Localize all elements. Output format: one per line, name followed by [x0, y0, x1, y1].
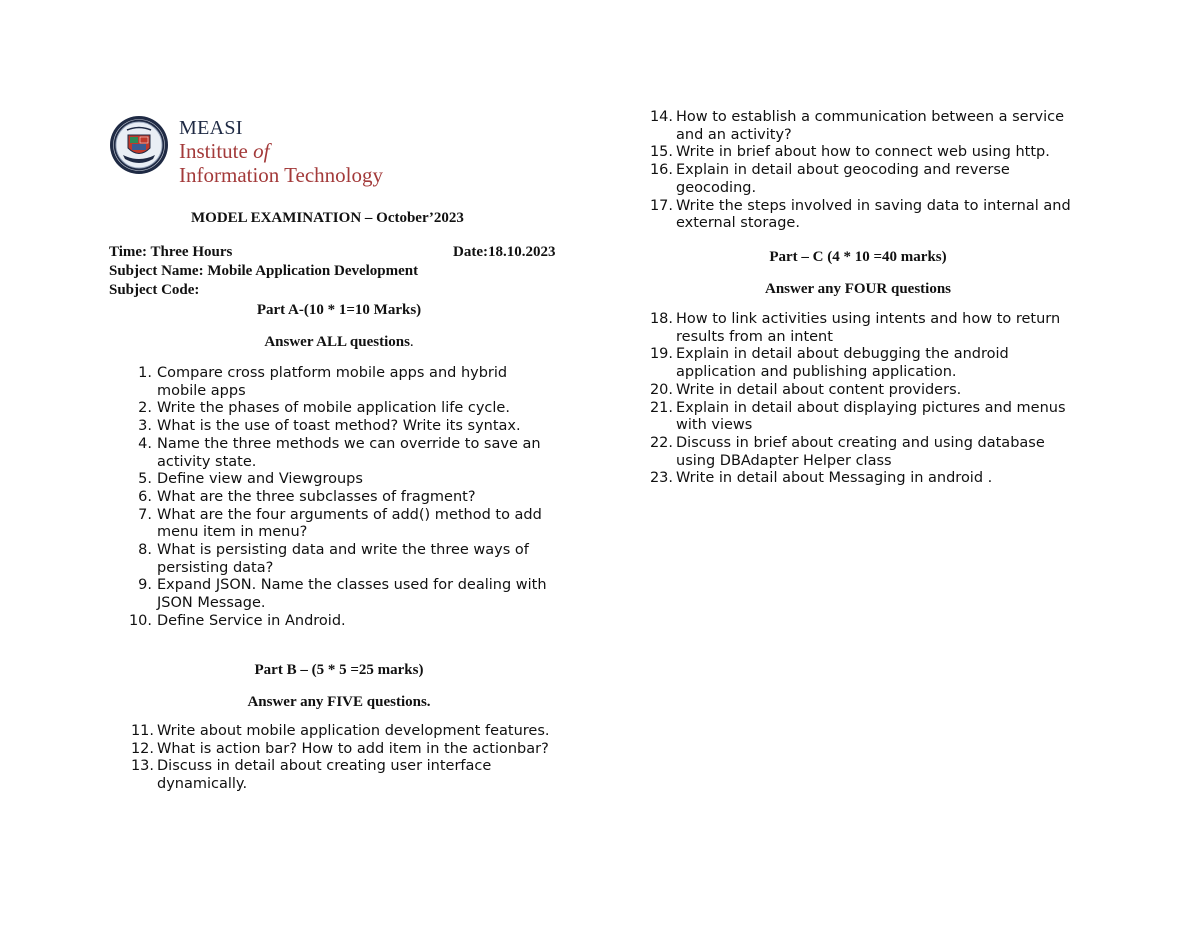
part-b-heading: Part B – (5 * 5 =25 marks)	[254, 662, 424, 678]
question-text: using DBAdapter Helper class	[676, 452, 892, 469]
part-a-instruction	[109, 334, 569, 351]
question-number: 11.	[130, 723, 154, 739]
part-c-question-list	[648, 311, 1108, 488]
subject-code: Subject Code:	[109, 282, 200, 298]
question-number: 22.	[649, 434, 673, 451]
question-line	[109, 595, 579, 613]
part-c-heading: Part – C (4 * 10 =40 marks)	[769, 249, 947, 265]
question-line	[109, 524, 579, 542]
question-line	[109, 613, 579, 631]
subject-name: Subject Name: Mobile Application Development	[109, 263, 419, 279]
question-line	[109, 365, 579, 383]
question-number: 14.	[649, 109, 673, 125]
part-a-instruction-text: Answer ALL questions	[264, 334, 410, 350]
question-text: Write about mobile application development features.	[157, 723, 550, 739]
exam-time: Time: Three Hours	[109, 244, 233, 260]
question-text: How to establish a communication between a service	[676, 109, 1065, 125]
question-text: Discuss in brief about creating and using database	[676, 434, 1045, 451]
question-line	[109, 436, 579, 454]
question-line	[648, 453, 1108, 471]
question-text: persisting data?	[157, 559, 274, 576]
question-line	[109, 454, 579, 472]
question-text: activity state.	[157, 453, 257, 470]
question-line	[648, 215, 1108, 233]
question-text: external storage.	[676, 215, 800, 232]
part-a-instruction-dot: .	[409, 334, 414, 350]
question-line	[129, 758, 589, 776]
question-text: Write the steps involved in saving data to internal and	[676, 197, 1071, 214]
question-line	[109, 507, 579, 525]
question-line	[648, 311, 1108, 329]
question-text: mobile apps	[157, 382, 246, 399]
question-number: 9.	[138, 577, 152, 594]
question-line	[109, 400, 579, 418]
question-line	[109, 542, 579, 560]
question-number: 21.	[649, 399, 673, 416]
question-line	[109, 418, 579, 436]
question-text: and an activity?	[676, 126, 792, 143]
logo-line-it: Information Technology	[179, 163, 384, 187]
part-a-question-list	[109, 365, 579, 631]
question-number: 6.	[138, 488, 152, 505]
question-number: 20.	[649, 381, 673, 398]
question-number: 4.	[138, 435, 152, 452]
question-text: Write the phases of mobile application life cycle.	[157, 400, 510, 417]
question-text: Explain in detail about debugging the android	[676, 346, 1009, 363]
part-c-instruction: Answer any FOUR questions	[765, 281, 951, 297]
exam-date: Date:18.10.2023	[453, 244, 556, 260]
question-line	[648, 180, 1108, 198]
question-text: Write in brief about how to connect web using http.	[676, 144, 1050, 161]
question-number: 1.	[138, 365, 152, 381]
question-text: What is the use of toast method? Write its syntax.	[157, 418, 521, 435]
question-text: Write in detail about Messaging in android .	[676, 470, 993, 487]
question-line	[109, 383, 579, 401]
question-line	[129, 723, 589, 741]
question-number: 7.	[138, 506, 152, 523]
question-text: What are the three subclasses of fragment?	[157, 488, 476, 505]
question-line	[129, 776, 589, 794]
question-line	[129, 741, 589, 759]
institute-logo	[109, 115, 409, 195]
question-number: 23.	[649, 470, 673, 487]
logo-of-word: of	[253, 139, 270, 163]
question-line	[648, 346, 1108, 364]
question-number: 13.	[130, 758, 154, 775]
question-text: Expand JSON. Name the classes used for dealing with	[157, 577, 547, 594]
question-line	[648, 382, 1108, 400]
question-line	[648, 198, 1108, 216]
part-b-instruction: Answer any FIVE questions.	[247, 694, 431, 710]
question-line	[648, 364, 1108, 382]
question-text: Explain in detail about geocoding and reverse	[676, 162, 1010, 179]
question-number: 19.	[649, 346, 673, 363]
question-text: geocoding.	[676, 179, 757, 196]
question-text: Discuss in detail about creating user interface	[157, 758, 492, 775]
part-a-heading: Part A-(10 * 1=10 Marks)	[256, 302, 422, 318]
question-text: Define Service in Android.	[157, 612, 346, 629]
question-number: 16.	[649, 162, 673, 179]
question-line	[648, 400, 1108, 418]
exam-title: MODEL EXAMINATION – October’2023	[191, 210, 464, 226]
question-number: 8.	[138, 542, 152, 559]
question-line	[648, 470, 1108, 488]
question-text: What is persisting data and write the three ways of	[157, 542, 529, 559]
part-b-continued-question-list	[648, 109, 1108, 233]
question-line	[648, 329, 1108, 347]
question-text: menu item in menu?	[157, 524, 308, 541]
institute-seal-icon	[109, 115, 169, 175]
question-line	[648, 144, 1108, 162]
question-text: What is action bar? How to add item in the actionbar?	[157, 740, 549, 757]
question-text: Define view and Viewgroups	[157, 471, 363, 488]
question-text: Compare cross platform mobile apps and hybrid	[157, 365, 508, 381]
logo-line-institute	[179, 139, 383, 163]
logo-text	[179, 117, 383, 187]
question-line	[109, 471, 579, 489]
question-number: 10.	[128, 612, 152, 629]
question-text: How to link activities using intents and how to return	[676, 311, 1061, 327]
question-line	[648, 109, 1108, 127]
question-text: JSON Message.	[157, 595, 266, 612]
question-text: What are the four arguments of add() method to add	[157, 506, 542, 523]
logo-institute-word: Institute	[179, 139, 254, 163]
question-line	[109, 489, 579, 507]
question-number: 12.	[130, 740, 154, 757]
question-number: 5.	[138, 471, 152, 488]
question-line	[648, 435, 1108, 453]
question-number: 17.	[649, 197, 673, 214]
question-text: dynamically.	[157, 776, 248, 793]
question-text: application and publishing application.	[676, 364, 957, 381]
part-b-question-list	[129, 723, 589, 794]
question-number: 3.	[138, 418, 152, 435]
question-line	[648, 127, 1108, 145]
logo-line-measi: MEASI	[179, 117, 243, 139]
question-text: results from an intent	[676, 328, 833, 345]
question-line	[648, 417, 1108, 435]
question-text: Explain in detail about displaying pictures and menus	[676, 399, 1066, 416]
question-number: 18.	[649, 311, 673, 327]
question-text: Write in detail about content providers.	[676, 381, 962, 398]
question-text: Name the three methods we can override to save an	[157, 435, 541, 452]
question-line	[109, 577, 579, 595]
question-number: 2.	[138, 400, 152, 417]
question-line	[109, 560, 579, 578]
question-text: with views	[676, 417, 753, 434]
question-number: 15.	[649, 144, 673, 161]
question-line	[648, 162, 1108, 180]
